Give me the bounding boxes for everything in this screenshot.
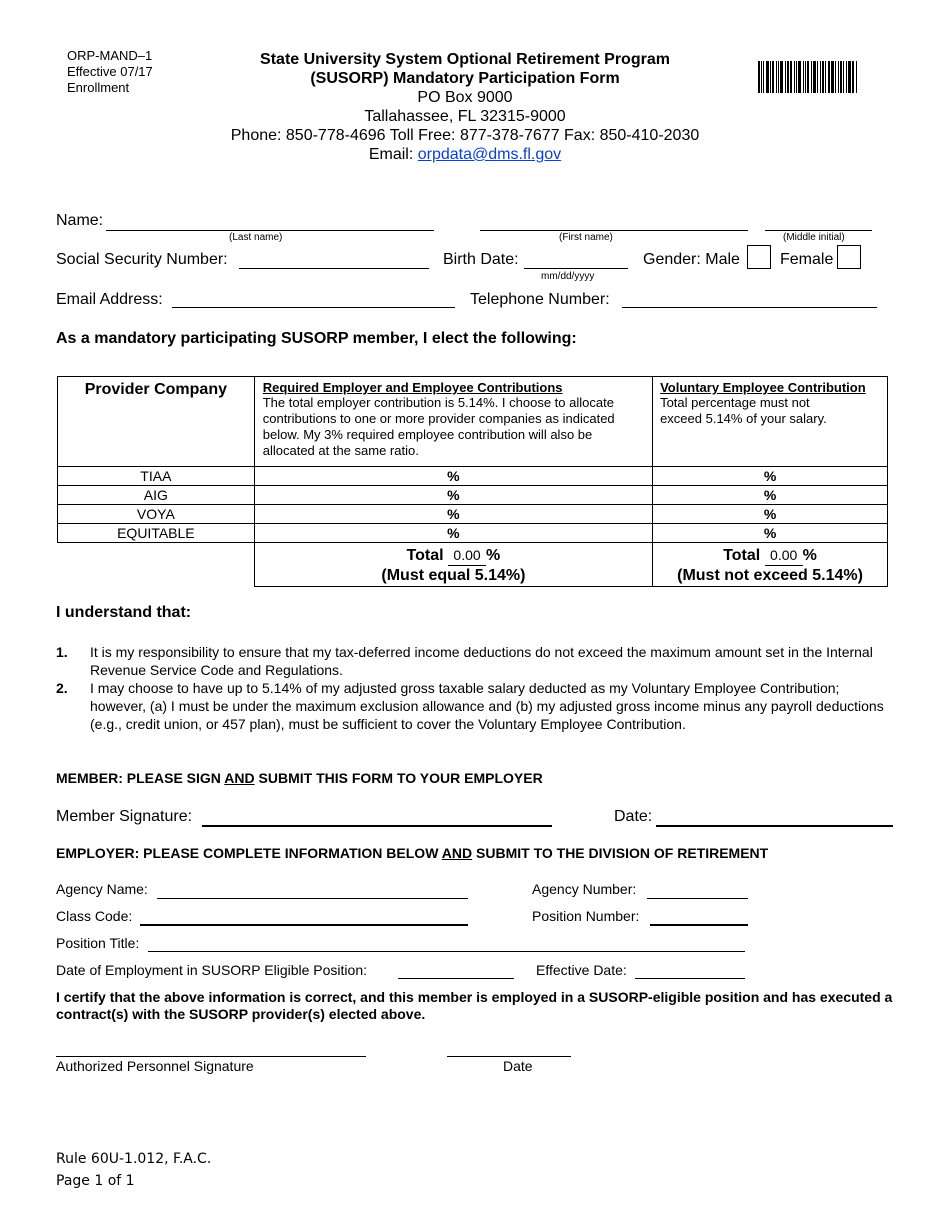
- member-date-field[interactable]: [656, 825, 893, 827]
- form-title-line1: State University System Optional Retirement Program: [260, 51, 670, 68]
- list-item: [56, 643, 886, 679]
- member-date-label: Date:: [614, 808, 653, 825]
- female-checkbox[interactable]: [837, 245, 861, 269]
- form-type: Enrollment: [67, 80, 130, 95]
- address-line2: Tallahassee, FL 32315-9000: [364, 108, 566, 125]
- authorized-date-field[interactable]: [447, 1056, 571, 1057]
- voya-voluntary-percent-input[interactable]: %: [653, 505, 888, 524]
- name-label: Name:: [56, 212, 104, 229]
- required-total-value: 0.00: [448, 545, 486, 566]
- barcode-bar: [803, 61, 804, 93]
- list-item: [56, 679, 886, 733]
- equitable-required-percent-input[interactable]: %: [254, 524, 652, 543]
- required-total-label: Total: [406, 547, 444, 564]
- barcode-bar: [787, 61, 789, 93]
- barcode-bar: [843, 61, 844, 93]
- position-number-field[interactable]: [650, 924, 748, 926]
- page-number: Page 1 of 1: [56, 1173, 135, 1189]
- address-line1: PO Box 9000: [417, 89, 513, 106]
- barcode-bar: [776, 61, 777, 93]
- barcode-bar: [828, 61, 830, 93]
- first-name-caption: (First name): [559, 232, 613, 243]
- form-title-line2: (SUSORP) Mandatory Participation Form: [310, 70, 620, 87]
- provider-company-header: Provider Company: [58, 377, 255, 467]
- barcode-bar: [761, 61, 762, 93]
- first-name-field[interactable]: [480, 230, 748, 231]
- middle-initial-caption: (Middle initial): [783, 232, 845, 243]
- barcode-bar: [790, 61, 792, 93]
- tiaa-voluntary-percent-input[interactable]: %: [653, 467, 888, 486]
- member-instruction-part1: MEMBER: PLEASE SIGN: [56, 770, 225, 786]
- form-code: ORP-MAND–1: [67, 48, 153, 63]
- tiaa-required-percent-input[interactable]: %: [254, 467, 652, 486]
- barcode-bar: [840, 61, 842, 93]
- form-effective-date: Effective 07/17: [67, 64, 153, 79]
- member-signature-label: Member Signature:: [56, 808, 193, 825]
- table-header-row: [58, 377, 888, 467]
- ssn-label: Social Security Number:: [56, 251, 228, 268]
- barcode-bar: [798, 61, 801, 93]
- page-footer: [56, 1148, 211, 1192]
- agency-number-field[interactable]: [647, 898, 748, 899]
- authorized-signature-field[interactable]: [56, 1056, 366, 1057]
- ssn-field[interactable]: [239, 268, 429, 269]
- barcode-bar: [770, 61, 771, 93]
- agency-name-field[interactable]: [157, 898, 468, 899]
- agency-name-label: Agency Name:: [56, 881, 148, 897]
- male-checkbox[interactable]: [747, 245, 771, 269]
- position-title-field[interactable]: [148, 951, 745, 952]
- position-number-label: Position Number:: [532, 908, 640, 924]
- barcode-bar: [763, 61, 764, 93]
- barcode-image: [758, 61, 858, 93]
- voluntary-total-cell: [653, 543, 888, 587]
- required-contributions-title: Required Employer and Employee Contributions: [262, 380, 563, 395]
- barcode-bar: [766, 61, 769, 93]
- table-row: [58, 505, 888, 524]
- barcode-bar: [831, 61, 834, 93]
- barcode-bar: [805, 61, 806, 93]
- birth-date-field[interactable]: [524, 268, 628, 269]
- email-link[interactable]: orpdata@dms.fl.gov: [417, 146, 562, 163]
- voluntary-contribution-header: [653, 377, 888, 467]
- form-header: [190, 50, 740, 164]
- provider-name-tiaa: TIAA: [58, 467, 255, 486]
- voluntary-total-value: 0.00: [765, 545, 803, 566]
- voluntary-total-note: (Must not exceed 5.14%): [677, 567, 863, 584]
- understand-heading: I understand that:: [56, 604, 192, 621]
- email-label: Email:: [368, 146, 418, 163]
- class-code-label: Class Code:: [56, 908, 133, 924]
- barcode-bar: [780, 61, 783, 93]
- totals-row: [58, 543, 888, 587]
- barcode-bar: [817, 61, 818, 93]
- voluntary-contribution-desc: Total percentage must not exceed 5.14% of your salary.: [660, 395, 827, 426]
- provider-name-voya: VOYA: [58, 505, 255, 524]
- gender-female-label: Female: [780, 251, 834, 268]
- provider-election-table: [57, 376, 888, 587]
- barcode-bar: [825, 61, 826, 93]
- barcode-bar: [796, 61, 797, 93]
- list-item-text: It is my responsibility to ensure that my tax-deferred income deductions do not exceed the maximum amount set in the Internal Revenue Service Code and Regulations.: [90, 644, 873, 678]
- voya-required-percent-input[interactable]: %: [254, 505, 652, 524]
- agency-number-label: Agency Number:: [532, 881, 637, 897]
- telephone-label: Telephone Number:: [470, 291, 610, 308]
- employer-instruction-part2: SUBMIT TO THE DIVISION OF RETIREMENT: [472, 845, 769, 861]
- barcode-bar: [785, 61, 786, 93]
- member-instruction-part2: SUBMIT THIS FORM TO YOUR EMPLOYER: [254, 770, 543, 786]
- gender-male-label: Gender: Male: [643, 251, 740, 268]
- effective-date-field[interactable]: [635, 978, 745, 979]
- barcode-bar: [778, 61, 779, 93]
- barcode-bar: [822, 61, 824, 93]
- member-instruction-and: AND: [224, 770, 255, 786]
- required-contributions-header: [254, 377, 652, 467]
- certification-statement: I certify that the above information is correct, and this member is employed in a SUSORP-eligible position and has executed a contract(s) with the SUSORP provider(s) elected above.: [56, 989, 893, 1022]
- employment-date-label: Date of Employment in SUSORP Eligible Position:: [56, 962, 367, 978]
- barcode-bar: [838, 61, 839, 93]
- email-line: [190, 145, 740, 164]
- barcode-bar: [772, 61, 774, 93]
- barcode-bar: [813, 61, 816, 93]
- last-name-caption: (Last name): [229, 232, 283, 243]
- barcode-bar: [856, 61, 857, 93]
- last-name-field[interactable]: [106, 230, 434, 231]
- email-address-field[interactable]: [172, 307, 455, 308]
- employment-date-field[interactable]: [398, 978, 514, 979]
- authorized-signature-label: Authorized Personnel Signature: [56, 1058, 254, 1074]
- required-total-cell: [254, 543, 652, 587]
- position-title-label: Position Title:: [56, 935, 140, 951]
- voluntary-contribution-title: Voluntary Employee Contribution: [660, 380, 866, 395]
- required-total-percent-sign: %: [486, 547, 501, 564]
- list-item-number: 2.: [56, 680, 68, 696]
- phone-line: Phone: 850-778-4696 Toll Free: 877-378-7677 Fax: 850-410-2030: [230, 127, 700, 144]
- birth-date-label: Birth Date:: [443, 251, 519, 268]
- barcode-bar: [846, 61, 847, 93]
- class-code-field[interactable]: [140, 924, 468, 926]
- authorized-date-label: Date: [503, 1058, 533, 1074]
- middle-initial-field[interactable]: [765, 230, 872, 231]
- provider-name-equitable: EQUITABLE: [58, 524, 255, 543]
- member-signature-field[interactable]: [202, 825, 552, 827]
- table-row: [58, 486, 888, 505]
- equitable-voluntary-percent-input[interactable]: %: [653, 524, 888, 543]
- barcode-bar: [835, 61, 836, 93]
- birth-date-caption: mm/dd/yyyy: [541, 271, 595, 282]
- provider-name-aig: AIG: [58, 486, 255, 505]
- barcode-bar: [848, 61, 851, 93]
- employer-instruction-and: AND: [441, 845, 473, 861]
- list-item-number: 1.: [56, 644, 68, 660]
- required-contributions-desc: The total employer contribution is 5.14%. I choose to allocate contributions to one or more provider companies as indicated below. My 3% required employee contribution will also be allocated at the same ratio.: [262, 395, 615, 458]
- form-id-block: [67, 48, 153, 96]
- barcode-bar: [758, 61, 760, 93]
- email-address-label: Email Address:: [56, 291, 163, 308]
- effective-date-label: Effective Date:: [536, 962, 627, 978]
- voluntary-total-percent-sign: %: [802, 547, 817, 564]
- barcode-bar: [807, 61, 809, 93]
- required-total-note: (Must equal 5.14%): [381, 567, 526, 584]
- list-item-text: I may choose to have up to 5.14% of my adjusted gross taxable salary deducted as my Voluntary Employee Contribution; however, (a) I must be under the maximum exclusion allowance and (b) my adjusted gross income minus any payroll deductions (e.g., credit union, or 457 plan), must be sufficient to cover the Voluntary Employee Contribution.: [90, 680, 884, 732]
- barcode-bar: [820, 61, 821, 93]
- election-heading: As a mandatory participating SUSORP member, I elect the following:: [56, 330, 577, 347]
- aig-voluntary-percent-input[interactable]: %: [653, 486, 888, 505]
- barcode-bar: [794, 61, 795, 93]
- table-row: [58, 467, 888, 486]
- barcode-bar: [852, 61, 854, 93]
- barcode-bar: [811, 61, 812, 93]
- employer-instruction-part1: EMPLOYER: PLEASE COMPLETE INFORMATION BELOW: [56, 845, 442, 861]
- voluntary-total-label: Total: [723, 547, 761, 564]
- table-row: [58, 524, 888, 543]
- member-instruction: [56, 770, 543, 786]
- employer-instruction: [56, 845, 768, 861]
- aig-required-percent-input[interactable]: %: [254, 486, 652, 505]
- telephone-field[interactable]: [622, 307, 877, 308]
- rule-reference: Rule 60U-1.012, F.A.C.: [56, 1151, 212, 1167]
